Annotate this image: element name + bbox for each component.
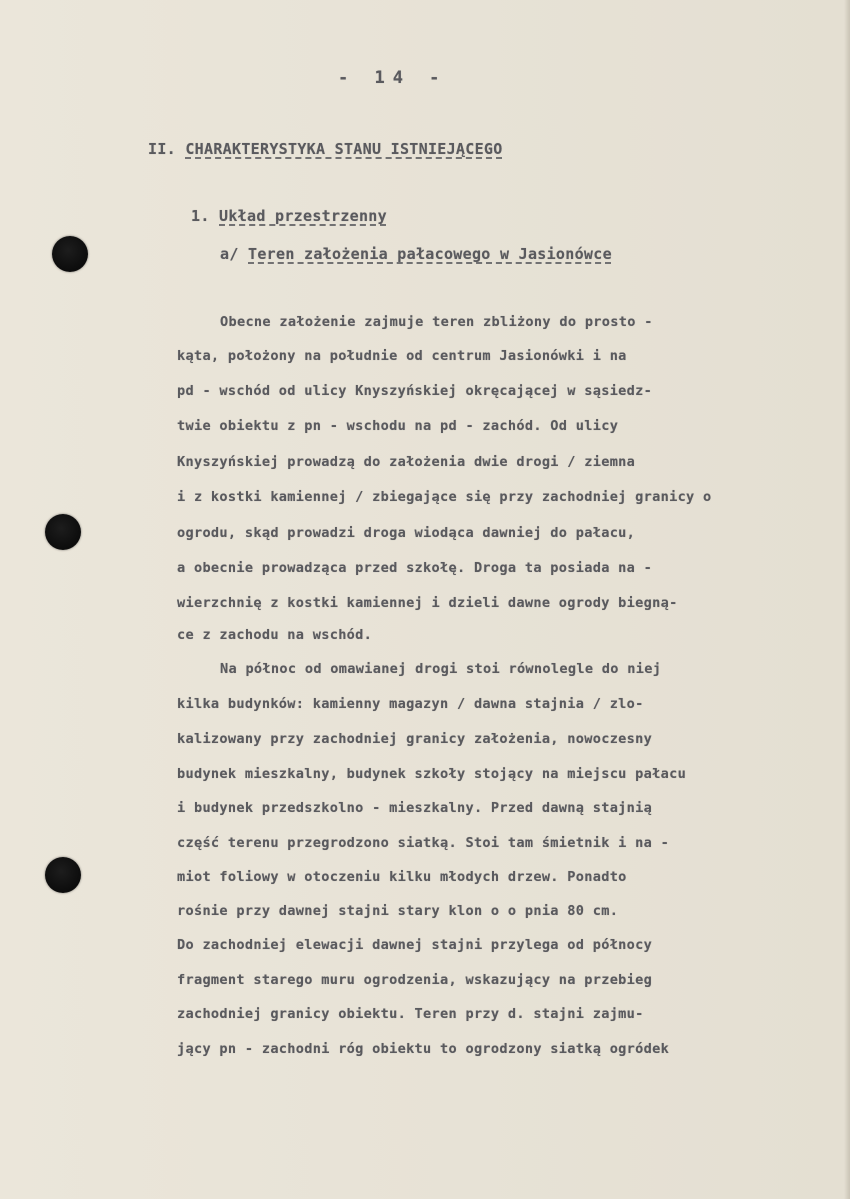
body-line: ce z zachodu na wschód. bbox=[177, 627, 373, 643]
subsubsection-heading bbox=[220, 245, 612, 263]
body-line: kalizowany przy zachodniej granicy założenia, nowoczesny bbox=[177, 731, 653, 747]
subsection-heading-text: Układ przestrzenny bbox=[219, 207, 387, 225]
body-line: Na północ od omawianej drogi stoi równolegle do niej bbox=[220, 661, 662, 677]
body-line: budynek mieszkalny, budynek szkoły stojący na miejscu pałacu bbox=[177, 766, 687, 782]
body-line: twie obiektu z pn - wschodu na pd - zachód. Od ulicy bbox=[177, 418, 619, 434]
body-line: i budynek przedszkolno - mieszkalny. Przed dawną stajnią bbox=[177, 800, 653, 816]
body-line: a obecnie prowadząca przed szkołę. Droga ta posiada na - bbox=[177, 560, 653, 576]
body-line: jący pn - zachodni róg obiektu to ogrodzony siatką ogródek bbox=[177, 1041, 670, 1057]
body-line: rośnie przy dawnej stajni stary klon o o pnia 80 cm. bbox=[177, 903, 619, 919]
page-number: - 14 - bbox=[338, 68, 448, 88]
section-heading bbox=[148, 140, 503, 158]
body-line: wierzchnię z kostki kamiennej i dzieli dawne ogrody biegną- bbox=[177, 595, 678, 611]
body-line: ogrodu, skąd prowadzi droga wiodąca dawniej do pałacu, bbox=[177, 525, 636, 541]
section-heading-number: II. bbox=[148, 140, 176, 158]
punch-hole bbox=[52, 236, 88, 272]
body-line: kąta, położony na południe od centrum Jasionówki i na bbox=[177, 348, 627, 364]
body-line: Obecne założenie zajmuje teren zbliżony do prosto - bbox=[220, 314, 653, 330]
body-line: fragment starego muru ogrodzenia, wskazujący na przebieg bbox=[177, 972, 653, 988]
punch-hole bbox=[45, 857, 81, 893]
subsection-heading-number: 1. bbox=[191, 207, 210, 225]
body-line: pd - wschód od ulicy Knyszyńskiej okręcającej w sąsiedz- bbox=[177, 383, 653, 399]
punch-hole bbox=[45, 514, 81, 550]
body-line: i z kostki kamiennej / zbiegające się przy zachodniej granicy o bbox=[177, 489, 712, 505]
section-heading-text: CHARAKTERYSTYKA STANU ISTNIEJĄCEGO bbox=[185, 140, 503, 158]
body-line: miot foliowy w otoczeniu kilku młodych drzew. Ponadto bbox=[177, 869, 627, 885]
subsection-heading bbox=[191, 207, 387, 225]
body-line: Knyszyńskiej prowadzą do założenia dwie drogi / ziemna bbox=[177, 454, 636, 470]
body-line: zachodniej granicy obiektu. Teren przy d. stajni zajmu- bbox=[177, 1006, 644, 1022]
body-line: kilka budynków: kamienny magazyn / dawna stajnia / zlo- bbox=[177, 696, 644, 712]
subsubsection-heading-number: a/ bbox=[220, 245, 239, 263]
body-line: Do zachodniej elewacji dawnej stajni przylega od północy bbox=[177, 937, 653, 953]
body-line: część terenu przegrodzono siatką. Stoi tam śmietnik i na - bbox=[177, 835, 670, 851]
subsubsection-heading-text: Teren założenia pałacowego w Jasionówce bbox=[248, 245, 612, 263]
page-edge-shadow bbox=[844, 0, 850, 1199]
